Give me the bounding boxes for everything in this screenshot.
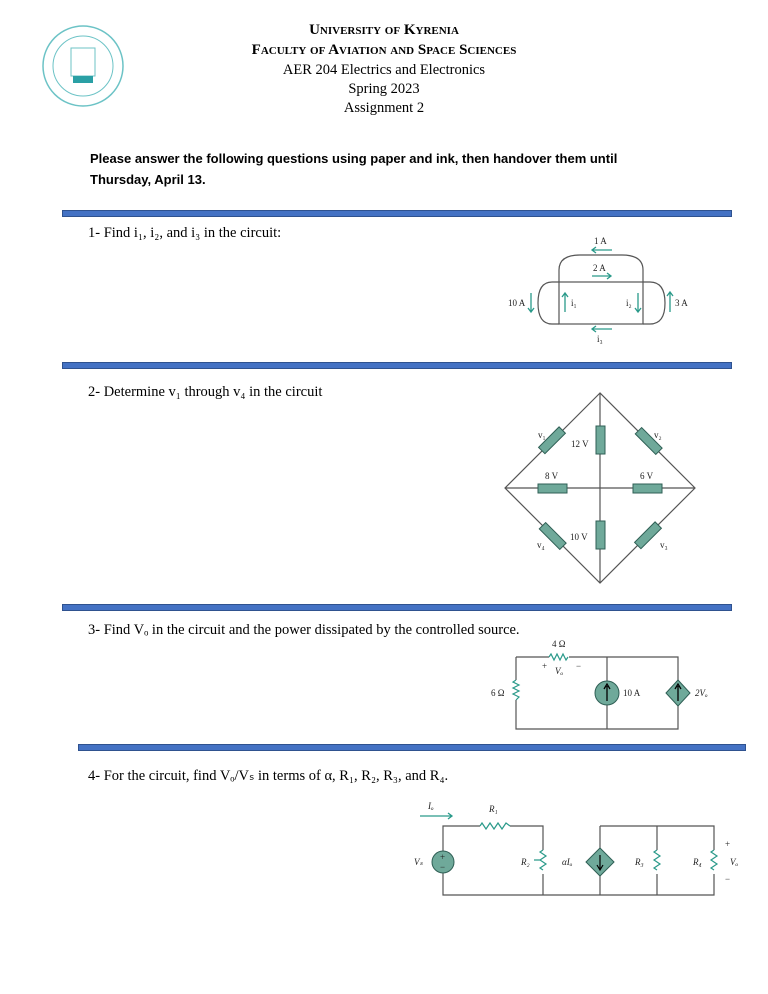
- svg-text:R₂: R₂: [521, 857, 530, 867]
- svg-text:i₁: i₁: [571, 298, 577, 308]
- instructions: Please answer the following questions using paper and ink, then handover them until Thursday, April 13.: [90, 151, 618, 187]
- svg-text:Vₒ: Vₒ: [730, 857, 739, 867]
- circuit-2: [505, 393, 695, 583]
- svg-text:12 V: 12 V: [571, 439, 589, 449]
- svg-text:−: −: [576, 661, 582, 671]
- question-3: 3- Find Vₒ in the circuit and the power dissipated by the controlled source.: [88, 622, 520, 638]
- question-1: 1- Find i₁, i₂, and i₃ in the circuit:: [88, 225, 282, 241]
- svg-text:2Vₒ: 2Vₒ: [695, 688, 708, 698]
- svg-text:+: +: [542, 661, 548, 671]
- svg-text:10 A: 10 A: [623, 688, 641, 698]
- university-name: University of Kyrenia: [309, 22, 459, 38]
- svg-text:−: −: [725, 874, 731, 884]
- svg-text:10 V: 10 V: [570, 532, 588, 542]
- svg-text:v₄: v₄: [537, 540, 545, 550]
- svg-text:3 A: 3 A: [675, 298, 688, 308]
- circuit-4: [414, 801, 738, 895]
- svg-text:1 A: 1 A: [594, 236, 607, 246]
- svg-text:i₂: i₂: [626, 298, 632, 308]
- circuit-3: [491, 639, 708, 729]
- question-4: 4- For the circuit, find Vₒ/Vₛ in terms of α, R₁, R₂, R₃, and R₄.: [88, 768, 449, 784]
- svg-text:+: +: [440, 852, 446, 862]
- svg-text:6 Ω: 6 Ω: [491, 688, 505, 698]
- svg-text:Iₒ: Iₒ: [428, 801, 434, 811]
- svg-text:v₂: v₂: [654, 430, 662, 440]
- svg-text:v₁: v₁: [538, 430, 546, 440]
- svg-text:4 Ω: 4 Ω: [552, 639, 566, 649]
- svg-text:v₃: v₃: [660, 540, 668, 550]
- svg-text:R₁: R₁: [489, 804, 498, 814]
- svg-text:−: −: [440, 862, 446, 872]
- svg-text:R₃: R₃: [635, 857, 644, 867]
- circuit-1: [508, 236, 688, 344]
- svg-text:Vₒ: Vₒ: [555, 666, 564, 676]
- svg-text:8 V: 8 V: [545, 471, 559, 481]
- assignment-title: Assignment 2: [343, 100, 425, 116]
- svg-text:i₃: i₃: [597, 334, 603, 344]
- svg-text:αIₒ: αIₒ: [562, 857, 573, 867]
- faculty-name: Faculty of Aviation and Space Sciences: [251, 42, 517, 58]
- svg-text:+: +: [725, 839, 731, 849]
- question-2: 2- Determine v₁ through v₄ in the circuit: [88, 384, 323, 400]
- svg-text:R₄: R₄: [693, 857, 702, 867]
- svg-text:2 A: 2 A: [593, 263, 606, 273]
- course-title: AER 204 Electrics and Electronics: [282, 62, 486, 78]
- svg-text:Vₛ: Vₛ: [414, 857, 423, 867]
- term: Spring 2023: [348, 81, 420, 97]
- svg-text:10 A: 10 A: [508, 298, 526, 308]
- svg-text:6 V: 6 V: [640, 471, 654, 481]
